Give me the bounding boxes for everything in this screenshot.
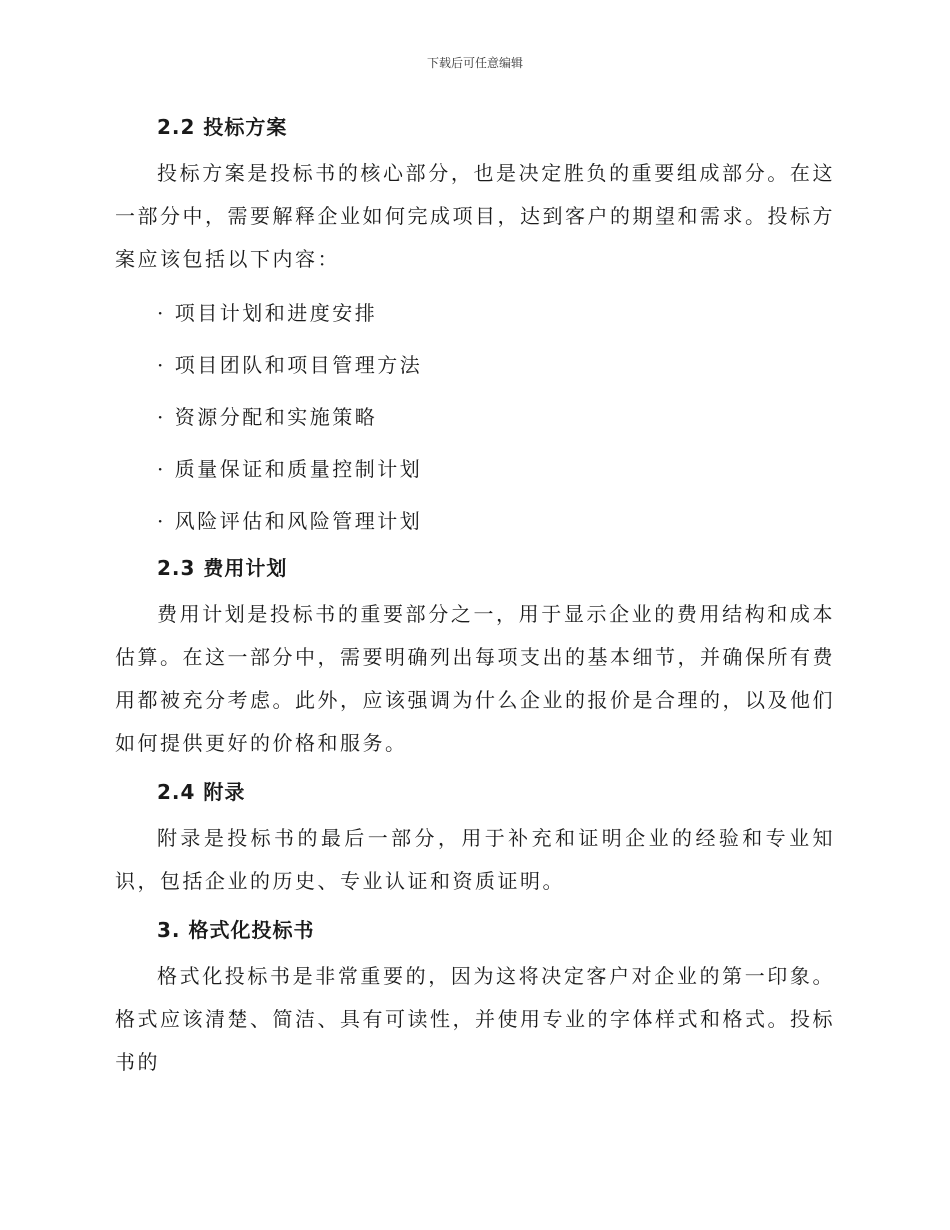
- bullet-item: · 资源分配和实施策略: [157, 405, 378, 429]
- section-heading-3: 3. 格式化投标书: [157, 918, 315, 942]
- section-2-3-body: 费用计划是投标书的重要部分之一，用于显示企业的费用结构和成本估算。在这一部分中，需要明确列出每项支出的基本细节，并确保所有费用都被充分考虑。此外，应该强调为什么企业的报价是合理的，以及他们如何提供更好的价格和服务。: [115, 602, 835, 755]
- bullet-item: · 项目团队和项目管理方法: [157, 353, 423, 377]
- section-2-4-body: 附录是投标书的最后一部分，用于补充和证明企业的经验和专业知识，包括企业的历史、专业认证和资质证明。: [115, 826, 835, 893]
- document-body: [115, 108, 835, 1084]
- section-heading-2-3: 2.3 费用计划: [157, 556, 288, 580]
- section-3-body: 格式化投标书是非常重要的，因为这将决定客户对企业的第一印象。格式应该清楚、简洁、具有可读性，并使用专业的字体样式和格式。投标书的: [115, 964, 835, 1074]
- bullet-item: · 项目计划和进度安排: [157, 301, 378, 325]
- page-header: 下载后可任意编辑: [426, 56, 523, 70]
- bullet-item: · 风险评估和风险管理计划: [157, 509, 423, 533]
- section-2-2-intro: 投标方案是投标书的核心部分，也是决定胜负的重要组成部分。在这一部分中，需要解释企业如何完成项目，达到客户的期望和需求。投标方案应该包括以下内容：: [115, 161, 835, 271]
- section-heading-2-2: 2.2 投标方案: [157, 115, 288, 139]
- section-heading-2-4: 2.4 附录: [157, 780, 246, 804]
- bullet-item: · 质量保证和质量控制计划: [157, 457, 423, 481]
